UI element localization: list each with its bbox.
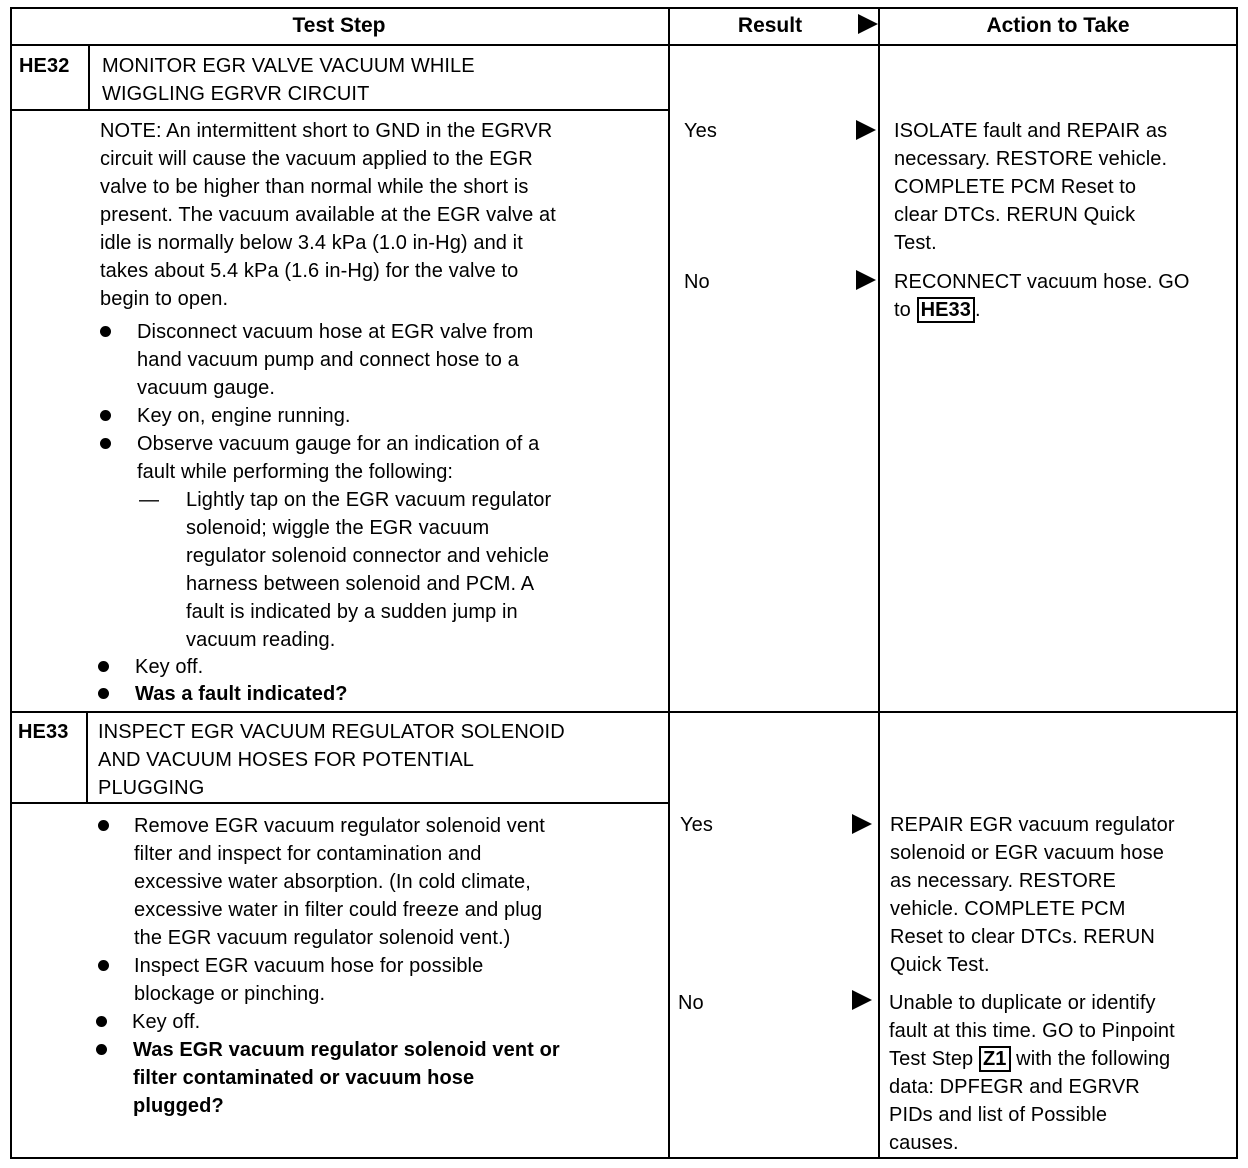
- he32-no-action-period: .: [975, 299, 981, 321]
- he32-title-underline: [10, 109, 670, 111]
- he33-question-line: plugged?: [133, 1095, 224, 1117]
- column-divider-test-step: [668, 7, 670, 1159]
- he33-step-reference[interactable]: HE33: [917, 297, 975, 323]
- he32-sub-line: fault is indicated by a sudden jump in: [186, 601, 518, 623]
- table-border-bottom: [10, 1157, 1238, 1159]
- table-border-right: [1236, 7, 1238, 1159]
- he33-id-divider: [86, 711, 88, 804]
- he33-bullet-line: blockage or pinching.: [134, 983, 326, 1005]
- he32-note-line: NOTE: An intermittent short to GND in the EGRVR: [100, 120, 553, 142]
- bullet-icon: [98, 820, 109, 831]
- he32-sub-dash: —: [139, 489, 160, 511]
- table-border-top: [10, 7, 1238, 9]
- header-test-step: Test Step: [292, 14, 386, 37]
- he32-bullet-line: Disconnect vacuum hose at EGR valve from: [137, 321, 534, 343]
- he32-id-divider: [88, 44, 90, 111]
- he32-bullet-line: fault while performing the following:: [137, 461, 454, 483]
- he32-sub-line: harness between solenoid and PCM. A: [186, 573, 535, 595]
- he32-bullet-line: Observe vacuum gauge for an indication of a: [137, 433, 540, 455]
- he32-note-line: valve to be higher than normal while the short is: [100, 176, 529, 198]
- he32-title-line: WIGGLING EGRVR CIRCUIT: [102, 83, 370, 105]
- he33-title-underline: [10, 802, 670, 804]
- he32-no-action-to: to: [894, 299, 911, 321]
- he32-sub-line: vacuum reading.: [186, 629, 336, 651]
- he32-yes-action-line: Test.: [894, 232, 937, 254]
- he33-bullet-line: filter and inspect for contamination and: [134, 843, 482, 865]
- bullet-icon: [98, 661, 109, 672]
- he32-sub-line: regulator solenoid connector and vehicle: [186, 545, 550, 567]
- he33-bullet-line: excessive water in filter could freeze and plug: [134, 899, 543, 921]
- bullet-icon: [96, 1016, 107, 1027]
- he33-title-line: AND VACUUM HOSES FOR POTENTIAL: [98, 749, 475, 771]
- he32-no-action-line: [894, 296, 981, 324]
- he33-no-action-line: [889, 1045, 1170, 1073]
- he32-yes-action-line: necessary. RESTORE vehicle.: [894, 148, 1168, 170]
- he32-note-line: present. The vacuum available at the EGR valve at: [100, 204, 556, 226]
- he33-bullet-line: Key off.: [132, 1011, 201, 1033]
- he32-bullet-line: Key off.: [135, 656, 204, 678]
- he32-note-line: idle is normally below 3.4 kPa (1.0 in-Hg) and it: [100, 232, 523, 254]
- he33-yes-action-line: vehicle. COMPLETE PCM: [890, 898, 1126, 920]
- section-divider: [10, 711, 1238, 713]
- header-divider: [10, 44, 1238, 46]
- he32-bullet-line: Key on, engine running.: [137, 405, 351, 427]
- he33-yes-action-line: REPAIR EGR vacuum regulator: [890, 814, 1175, 836]
- he33-no-action-following: with the following: [1016, 1048, 1171, 1070]
- he33-bullet-line: the EGR vacuum regulator solenoid vent.): [134, 927, 511, 949]
- he32-yes-action-line: COMPLETE PCM Reset to: [894, 176, 1137, 198]
- he33-bullet-line: Remove EGR vacuum regulator solenoid vent: [134, 815, 545, 837]
- he32-sub-line: solenoid; wiggle the EGR vacuum: [186, 517, 490, 539]
- bullet-icon: [100, 326, 111, 337]
- bullet-icon: [100, 438, 111, 449]
- he32-result-no: No: [684, 271, 710, 293]
- he33-bullet-line: excessive water absorption. (In cold climate,: [134, 871, 531, 893]
- table-border-left: [10, 7, 12, 1159]
- arrow-right-icon: [852, 990, 872, 1010]
- bullet-icon: [96, 1044, 107, 1055]
- he32-step-id: HE32: [19, 55, 70, 77]
- he32-title-line: MONITOR EGR VALVE VACUUM WHILE: [102, 55, 475, 77]
- he33-yes-action-line: solenoid or EGR vacuum hose: [890, 842, 1164, 864]
- he32-bullet-line: vacuum gauge.: [137, 377, 276, 399]
- he32-result-yes: Yes: [684, 120, 717, 142]
- he32-note-line: takes about 5.4 kPa (1.6 in-Hg) for the valve to: [100, 260, 519, 282]
- he33-no-action-test-step: Test Step: [889, 1048, 974, 1070]
- he33-no-action-line: fault at this time. GO to Pinpoint: [889, 1020, 1175, 1042]
- arrow-right-icon: [856, 270, 876, 290]
- header-action: Action to Take: [986, 14, 1130, 37]
- he33-no-action-line: data: DPFEGR and EGRVR: [889, 1076, 1140, 1098]
- he32-note-line: begin to open.: [100, 288, 229, 310]
- he33-yes-action-line: as necessary. RESTORE: [890, 870, 1116, 892]
- he33-yes-action-line: Quick Test.: [890, 954, 990, 976]
- he32-question: Was a fault indicated?: [135, 683, 348, 705]
- he32-yes-action-line: ISOLATE fault and REPAIR as: [894, 120, 1168, 142]
- he33-result-yes: Yes: [680, 814, 713, 836]
- he33-no-action-line: causes.: [889, 1132, 959, 1154]
- he33-result-no: No: [678, 992, 704, 1014]
- he32-yes-action-line: clear DTCs. RERUN Quick: [894, 204, 1136, 226]
- bullet-icon: [100, 410, 111, 421]
- he32-sub-line: Lightly tap on the EGR vacuum regulator: [186, 489, 552, 511]
- he33-no-action-line: PIDs and list of Possible: [889, 1104, 1108, 1126]
- he33-bullet-line: Inspect EGR vacuum hose for possible: [134, 955, 484, 977]
- he33-yes-action-line: Reset to clear DTCs. RERUN: [890, 926, 1155, 948]
- he32-bullet-line: hand vacuum pump and connect hose to a: [137, 349, 519, 371]
- bullet-icon: [98, 688, 109, 699]
- he33-title-line: PLUGGING: [98, 777, 205, 799]
- he33-no-action-line: Unable to duplicate or identify: [889, 992, 1156, 1014]
- arrow-right-icon: [852, 814, 872, 834]
- header-arrow-icon: [858, 14, 878, 34]
- z1-step-reference[interactable]: Z1: [979, 1046, 1011, 1072]
- arrow-right-icon: [856, 120, 876, 140]
- he33-step-id: HE33: [18, 721, 69, 743]
- he33-title-line: INSPECT EGR VACUUM REGULATOR SOLENOID: [98, 721, 565, 743]
- he33-question-line: Was EGR vacuum regulator solenoid vent or: [133, 1039, 560, 1061]
- bullet-icon: [98, 960, 109, 971]
- he32-note-line: circuit will cause the vacuum applied to the EGR: [100, 148, 533, 170]
- he33-question-line: filter contaminated or vacuum hose: [133, 1067, 475, 1089]
- column-divider-result: [878, 7, 880, 1159]
- header-result: Result: [737, 14, 803, 37]
- he32-no-action-line: RECONNECT vacuum hose. GO: [894, 271, 1190, 293]
